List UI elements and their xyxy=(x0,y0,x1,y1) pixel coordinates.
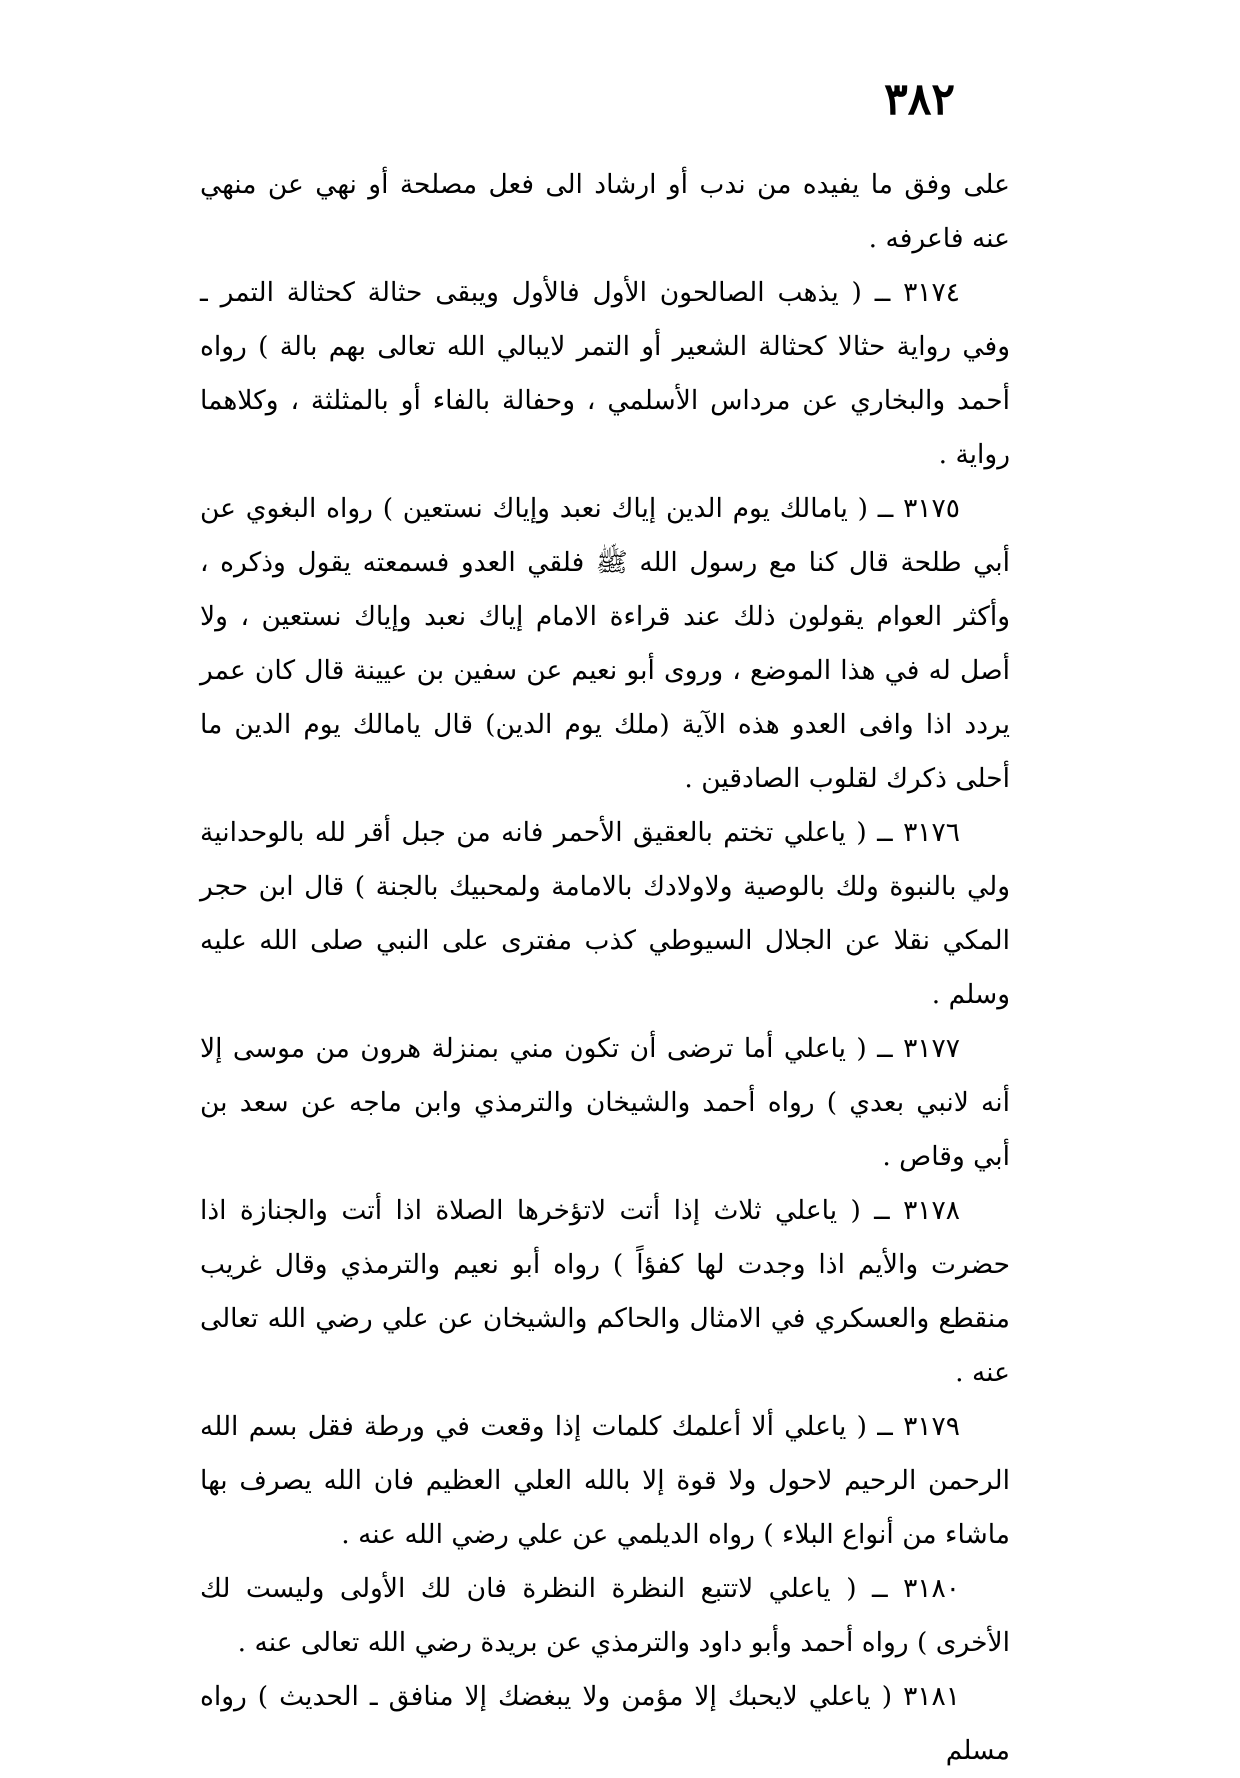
hadith-3175: ٣١٧٥ ــ ( يامالك يوم الدين إياك نعبد وإياك نستعين ) رواه البغوي عن أبي طلحة قال كنا مع رسول الله ﷺ فلقي العدو فسمعته يقول وذكره ، وأكثر العوام يقولون ذلك عند قراءة الامام إياك نعبد وإياك نستعين ، ولا أصل له في هذا الموضع ، وروى أبو نعيم عن سفين بن عيينة قال كان عمر يردد اذا وافى العدو هذه الآية (ملك يوم الدين) قال يامالك يوم الدين ما أحلى ذكرك لقلوب الصادقين . xyxy=(200,493,1010,794)
hadith-3174: ٣١٧٤ ــ ( يذهب الصالحون الأول فالأول ويبقى حثالة كحثالة التمر ـ وفي رواية حثالا كحثالة الشعير أو التمر لايبالي الله تعالى بهم بالة ) رواه أحمد والبخاري عن مرداس الأسلمي ، وحفالة بالفاء أو بالمثلثة ، وكلاهما رواية . xyxy=(200,277,1010,470)
hadith-3176: ٣١٧٦ ــ ( ياعلي تختم بالعقيق الأحمر فانه من جبل أقر لله بالوحدانية ولي بالنبوة ولك بالوصية ولاولادك بالامامة ولمحبيك بالجنة ) قال ابن حجر المكي نقلا عن الجلال السيوطي كذب مفترى على النبي صلى الله عليه وسلم . xyxy=(200,817,1010,1010)
paragraph: على وفق ما يفيده من ندب أو ارشاد الى فعل مصلحة أو نهي عن منهي عنه فاعرفه . xyxy=(200,169,1010,254)
hadith-3177: ٣١٧٧ ــ ( ياعلي أما ترضى أن تكون مني بمنزلة هرون من موسى إلا أنه لانبي بعدي ) رواه أحمد والشيخان والترمذي وابن ماجه عن سعد بن أبي وقاص . xyxy=(200,1033,1010,1172)
hadith-3180: ٣١٨٠ ــ ( ياعلي لاتتبع النظرة النظرة فان لك الأولى وليست لك الأخرى ) رواه أحمد وأبو داود والترمذي عن بريدة رضي الله تعالى عنه . xyxy=(200,1573,1010,1658)
hadith-3178: ٣١٧٨ ــ ( ياعلي ثلاث إذا أتت لاتؤخرها الصلاة اذا أتت والجنازة اذا حضرت والأيم اذا وجدت لها كفؤاً ) رواه أبو نعيم والترمذي وقال غريب منقطع والعسكري في الامثال والحاكم والشيخان عن علي رضي الله تعالى عنه . xyxy=(200,1195,1010,1388)
page-number: ٣٨٢ xyxy=(884,74,955,125)
body-text xyxy=(200,158,1010,1778)
hadith-3179: ٣١٧٩ ــ ( ياعلي ألا أعلمك كلمات إذا وقعت في ورطة فقل بسم الله الرحمن الرحيم لاحول ولا قوة إلا بالله العلي العظيم فان الله يصرف بها ماشاء من أنواع البلاء ) رواه الديلمي عن علي رضي الله عنه . xyxy=(200,1411,1010,1550)
hadith-3181: ٣١٨١ ( ياعلي لايحبك إلا مؤمن ولا يبغضك إلا منافق ـ الحديث ) رواه مسلم xyxy=(200,1681,1010,1766)
